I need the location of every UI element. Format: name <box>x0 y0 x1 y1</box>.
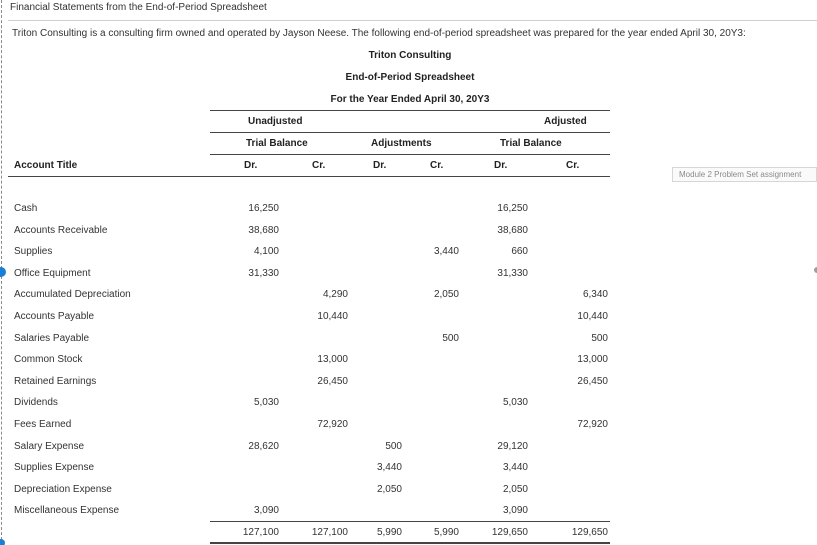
total-cell-adj-cr: 5,990 <box>433 527 459 538</box>
header-account-title: Account Title <box>14 160 78 171</box>
intro-text: Triton Consulting is a consulting firm owned and operated by Jayson Neese. The following end-of-period spreadsheet was prepared for the year ended April 30, 20Y3: <box>12 28 746 39</box>
amount-cell-utb-dr: 16,250 <box>248 203 279 214</box>
amount-cell-adj-dr: 3,440 <box>376 462 402 473</box>
total-cell-atb-dr: 129,650 <box>491 527 528 538</box>
amount-cell-utb-dr: 28,620 <box>248 441 279 452</box>
rule-under-trial-balance <box>210 154 610 155</box>
account-title-cell: Accounts Receivable <box>14 225 108 236</box>
account-title-cell: Depreciation Expense <box>14 484 112 495</box>
amount-cell-utb-dr: 31,330 <box>248 268 279 279</box>
account-title-cell: Supplies Expense <box>14 462 95 473</box>
amount-cell-adj-dr: 2,050 <box>376 484 402 495</box>
account-title-cell: Retained Earnings <box>14 376 97 387</box>
header-utb-dr: Dr. <box>244 160 258 171</box>
amount-cell-utb-cr: 4,290 <box>322 289 348 300</box>
header-adj-dr: Dr. <box>373 160 387 171</box>
amount-cell-atb-dr: 16,250 <box>497 203 528 214</box>
amount-cell-atb-dr: 3,440 <box>502 462 528 473</box>
account-title-cell: Supplies <box>14 246 53 257</box>
amount-cell-atb-dr: 2,050 <box>502 484 528 495</box>
header-trial-balance-unadjusted: Trial Balance <box>246 138 308 149</box>
company-name: Triton Consulting <box>368 50 452 61</box>
selection-handle-bottom-left[interactable] <box>0 539 5 545</box>
amount-cell-atb-dr: 38,680 <box>497 225 528 236</box>
account-title-cell: Accumulated Depreciation <box>14 289 131 300</box>
amount-cell-atb-cr: 10,440 <box>577 311 608 322</box>
amount-cell-adj-cr: 2,050 <box>433 289 459 300</box>
amount-cell-utb-cr: 13,000 <box>317 354 348 365</box>
selection-handle-left[interactable] <box>0 267 6 277</box>
heading-divider <box>8 20 817 21</box>
amount-cell-atb-dr: 3,090 <box>502 505 528 516</box>
amount-cell-adj-dr: 500 <box>385 441 402 452</box>
amount-cell-atb-dr: 5,030 <box>502 397 528 408</box>
account-title-cell: Cash <box>14 203 38 214</box>
header-utb-cr: Cr. <box>312 160 326 171</box>
amount-cell-utb-dr: 5,030 <box>253 397 279 408</box>
amount-cell-atb-cr: 13,000 <box>577 354 608 365</box>
side-assignment-badge[interactable]: Module 2 Problem Set assignment <box>672 167 817 182</box>
total-cell-utb-cr: 127,100 <box>311 527 348 538</box>
header-atb-cr: Cr. <box>566 160 580 171</box>
account-title-cell: Salary Expense <box>14 441 85 452</box>
total-cell-atb-cr: 129,650 <box>571 527 608 538</box>
header-adjusted: Adjusted <box>544 116 587 127</box>
rule-under-dr-cr <box>8 176 610 177</box>
account-title-cell: Dividends <box>14 397 58 408</box>
amount-cell-utb-cr: 72,920 <box>317 419 348 430</box>
statement-period: For the Year Ended April 30, 20Y3 <box>330 94 490 105</box>
amount-cell-utb-cr: 26,450 <box>317 376 348 387</box>
amount-cell-atb-dr: 31,330 <box>497 268 528 279</box>
account-title-cell: Miscellaneous Expense <box>14 505 120 516</box>
rule-top <box>210 110 610 111</box>
account-title-cell: Accounts Payable <box>14 311 95 322</box>
amount-cell-atb-cr: 500 <box>591 333 608 344</box>
total-cell-adj-dr: 5,990 <box>376 527 402 538</box>
rule-above-totals <box>210 521 610 522</box>
header-atb-dr: Dr. <box>494 160 508 171</box>
amount-cell-utb-dr: 4,100 <box>253 246 279 257</box>
amount-cell-atb-cr: 26,450 <box>577 376 608 387</box>
account-title-cell: Office Equipment <box>14 268 91 279</box>
statement-name: End-of-Period Spreadsheet <box>345 72 475 83</box>
amount-cell-atb-dr: 660 <box>511 246 528 257</box>
rule-below-totals <box>210 542 610 544</box>
amount-cell-adj-cr: 3,440 <box>433 246 459 257</box>
amount-cell-adj-cr: 500 <box>442 333 459 344</box>
header-trial-balance-adjusted: Trial Balance <box>500 138 562 149</box>
account-title-cell: Salaries Payable <box>14 333 90 344</box>
rule-under-unadjusted <box>210 132 610 133</box>
header-unadjusted: Unadjusted <box>248 116 303 127</box>
amount-cell-utb-dr: 38,680 <box>248 225 279 236</box>
amount-cell-utb-dr: 3,090 <box>253 505 279 516</box>
amount-cell-atb-cr: 72,920 <box>577 419 608 430</box>
account-title-cell: Fees Earned <box>14 419 72 430</box>
header-adjustments: Adjustments <box>371 138 432 149</box>
header-adj-cr: Cr. <box>430 160 444 171</box>
account-title-cell: Common Stock <box>14 354 83 365</box>
amount-cell-atb-cr: 6,340 <box>582 289 608 300</box>
total-cell-utb-dr: 127,100 <box>242 527 279 538</box>
amount-cell-atb-dr: 29,120 <box>497 441 528 452</box>
section-heading: Financial Statements from the End-of-Period Spreadsheet <box>10 2 267 13</box>
amount-cell-utb-cr: 10,440 <box>317 311 348 322</box>
